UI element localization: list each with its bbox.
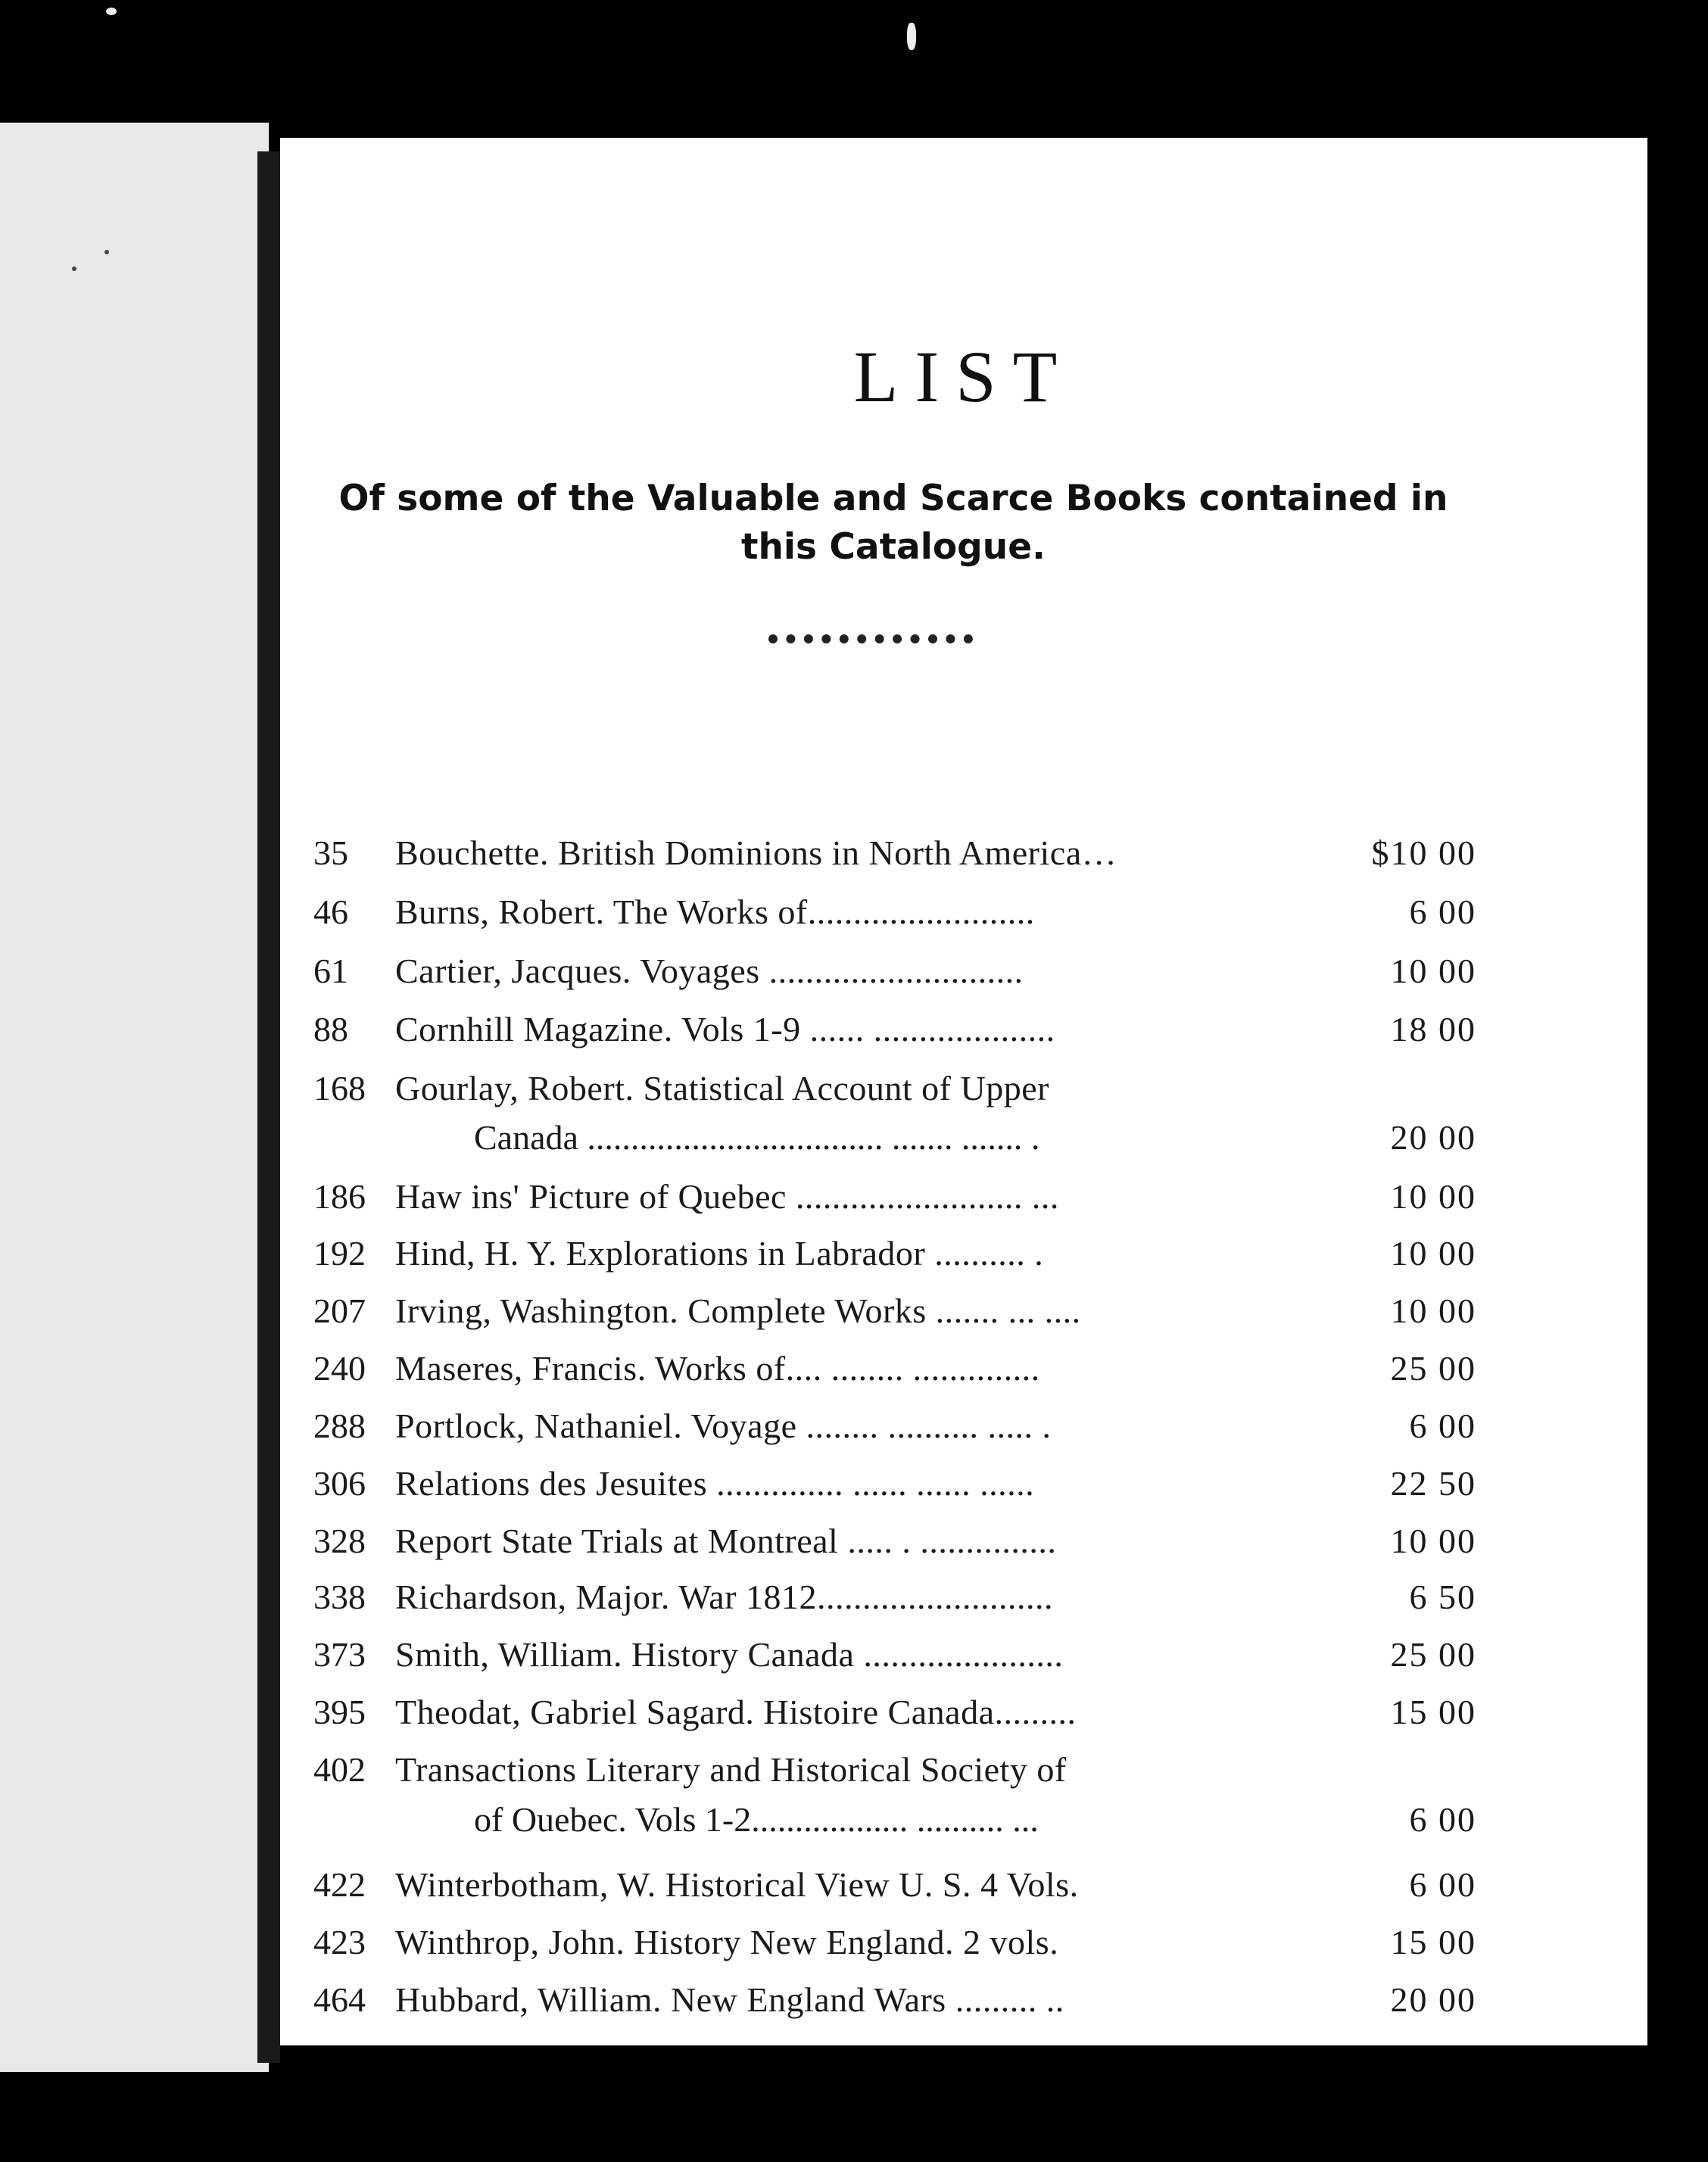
list-item [280, 949, 1628, 994]
item-number: 306 [313, 1464, 366, 1503]
list-item [280, 1519, 1628, 1564]
item-title: Maseres, Francis. Works of.... ........ .............. [395, 1349, 1040, 1388]
list-item [280, 1007, 1628, 1052]
list-item [280, 1231, 1628, 1276]
list-item-continuation [280, 1797, 1628, 1843]
list-item [280, 1747, 1628, 1793]
item-title: Winterbotham, W. Historical View U. S. 4 Vols. [395, 1865, 1079, 1904]
page-title: LIST [853, 336, 1074, 417]
item-number: 207 [313, 1291, 366, 1330]
list-item [280, 1977, 1628, 2023]
item-title: Burns, Robert. The Works of......................... [395, 893, 1035, 931]
item-price: 6 50 [1409, 1578, 1476, 1616]
item-number: 464 [313, 1980, 366, 2019]
item-title: Irving, Washington. Complete Works ....... ... .... [395, 1291, 1081, 1330]
item-price: 15 00 [1390, 1923, 1476, 1961]
item-title: Theodat, Gabriel Sagard. Histoire Canada......... [395, 1693, 1077, 1731]
item-number: 192 [313, 1234, 366, 1273]
item-title: Bouchette. British Dominions in North America… [395, 833, 1117, 872]
item-price: 25 00 [1390, 1635, 1476, 1674]
item-number: 168 [313, 1069, 366, 1107]
item-price: 25 00 [1390, 1349, 1476, 1388]
list-item [280, 1690, 1628, 1735]
item-price: 6 00 [1409, 1407, 1476, 1445]
item-title: Hubbard, William. New England Wars ......... .. [395, 1980, 1064, 2019]
item-price: 18 00 [1390, 1010, 1476, 1048]
item-number: 186 [313, 1177, 366, 1216]
speck-mark [104, 250, 109, 254]
item-number: 240 [313, 1349, 366, 1388]
item-price: 10 00 [1390, 1522, 1476, 1560]
item-number: 328 [313, 1522, 366, 1560]
item-price: 10 00 [1390, 1177, 1476, 1216]
item-number: 46 [313, 893, 348, 931]
left-page [0, 123, 269, 2072]
item-title: Portlock, Nathaniel. Voyage ........ .......... ..... . [395, 1407, 1052, 1445]
list-item [280, 1174, 1628, 1220]
item-title: Relations des Jesuites .............. ...... ...... ...... [395, 1464, 1035, 1503]
list-item [280, 1862, 1628, 1908]
item-number: 423 [313, 1923, 366, 1961]
item-number: 422 [313, 1865, 366, 1904]
subtitle-line-1: Of some of the Valuable and Scarce Books contained in [338, 478, 1448, 519]
item-price: 10 00 [1390, 1291, 1476, 1330]
item-title: Cornhill Magazine. Vols 1-9 ...... .................... [395, 1010, 1055, 1048]
scan-speck [907, 23, 916, 50]
book-spine-gutter [257, 151, 280, 2063]
item-number: 35 [313, 833, 348, 872]
item-title-continuation: Canada .................................. ....... ....... . [474, 1118, 1040, 1157]
item-price: 10 00 [1390, 952, 1476, 990]
item-title-continuation: of Ouebec. Vols 1-2.................. .......... ... [474, 1800, 1039, 1839]
item-price: 20 00 [1390, 1980, 1476, 2019]
item-title: Richardson, Major. War 1812.......................... [395, 1578, 1054, 1616]
item-title: Hind, H. Y. Explorations in Labrador .......... . [395, 1234, 1044, 1273]
item-price: 6 00 [1409, 893, 1476, 931]
item-title: Smith, William. History Canada ...................... [395, 1635, 1064, 1674]
list-item [280, 1288, 1628, 1334]
list-item [280, 830, 1628, 876]
item-price: 22 50 [1390, 1464, 1476, 1503]
item-title: Gourlay, Robert. Statistical Account of Upper [395, 1069, 1049, 1107]
catalogue-page [280, 138, 1647, 2045]
item-price: 20 00 [1390, 1118, 1476, 1157]
item-number: 373 [313, 1635, 366, 1674]
scan-speck [106, 8, 117, 15]
list-item [280, 1461, 1628, 1506]
list-item [280, 1346, 1628, 1391]
item-title: Report State Trials at Montreal ..... . ............... [395, 1522, 1057, 1560]
list-item [280, 1920, 1628, 1965]
subtitle-line-2: this Catalogue. [740, 526, 1046, 568]
list-item [280, 1632, 1628, 1678]
item-number: 395 [313, 1693, 366, 1731]
book-list [280, 138, 1647, 2045]
item-price: $10 00 [1371, 833, 1476, 872]
item-price: 10 00 [1390, 1234, 1476, 1273]
item-price: 15 00 [1390, 1693, 1476, 1731]
list-item [280, 889, 1628, 935]
item-number: 288 [313, 1407, 366, 1445]
list-item [280, 1403, 1628, 1449]
item-number: 88 [313, 1010, 348, 1048]
list-item [280, 1066, 1628, 1111]
item-number: 61 [313, 952, 348, 990]
item-price: 6 00 [1409, 1800, 1476, 1839]
item-number: 402 [313, 1750, 366, 1789]
list-item-continuation [280, 1115, 1628, 1160]
item-price: 6 00 [1409, 1865, 1476, 1904]
speck-mark [72, 266, 76, 271]
item-number: 338 [313, 1578, 366, 1616]
item-title: Cartier, Jacques. Voyages ............................ [395, 952, 1024, 990]
item-title: Transactions Literary and Historical Society of [395, 1750, 1067, 1789]
item-title: Winthrop, John. History New England. 2 vols. [395, 1923, 1059, 1961]
list-item [280, 1575, 1628, 1620]
item-title: Haw ins' Picture of Quebec ......................... ... [395, 1177, 1059, 1216]
